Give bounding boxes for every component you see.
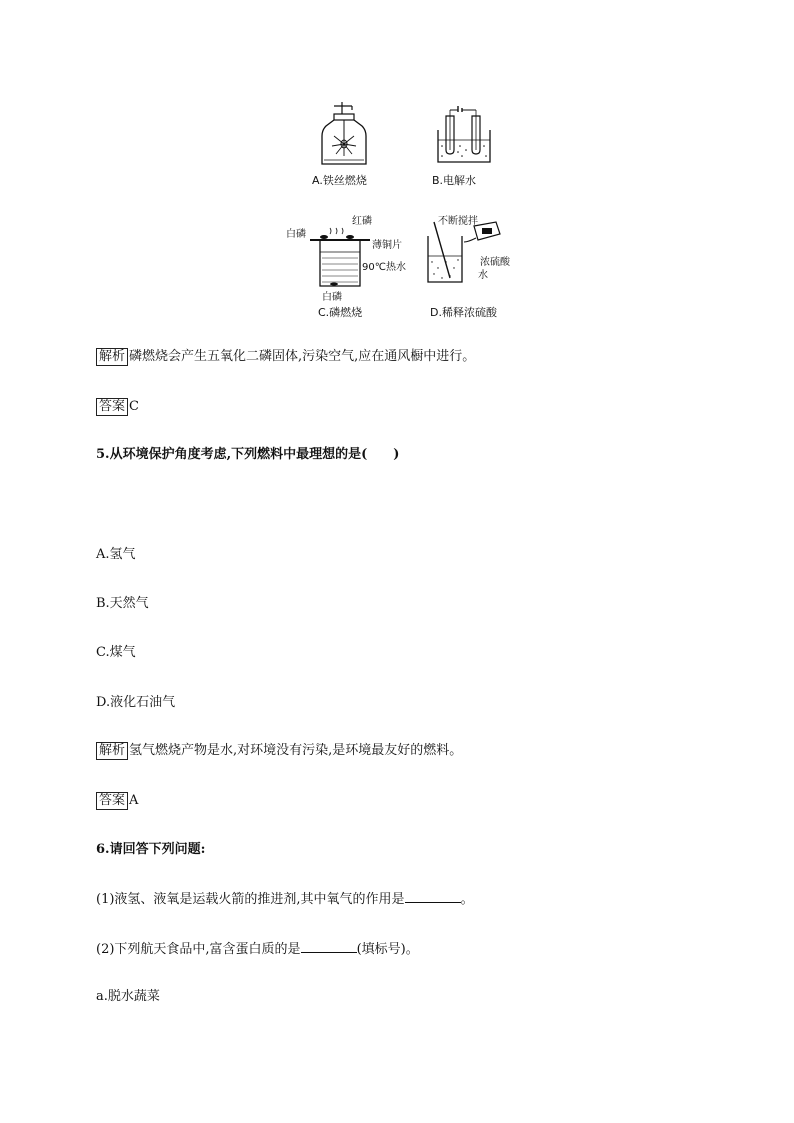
label-copper-sheet: 薄铜片 [372, 240, 402, 251]
q6-part1-text: (1)液氢、液氧是运载火箭的推进剂,其中氧气的作用是 [96, 892, 405, 907]
q6-part2-text: (2)下列航天食品中,富含蛋白质的是 [96, 942, 301, 957]
q5-answer [96, 792, 138, 810]
answer-tag: 答案 [96, 792, 128, 810]
answer-value: A [129, 793, 139, 808]
phosphorus-burning-diagram [300, 218, 390, 296]
answer-blank[interactable] [301, 940, 357, 953]
label-keep-stirring: 不断搅拌 [438, 216, 478, 227]
caption-d: D.稀释浓硫酸 [430, 306, 497, 319]
q5-option-d: D.液化石油气 [96, 695, 176, 710]
analysis-text: 磷燃烧会产生五氧化二磷固体,污染空气,应在通风橱中进行。 [129, 349, 476, 364]
q5-stem: 5.从环境保护角度考虑,下列燃料中最理想的是( ) [96, 447, 400, 462]
label-white-phosphorus-top: 白磷 [286, 229, 306, 240]
q6-stem: 6.请回答下列问题: [96, 842, 206, 857]
q5-option-b: B.天然气 [96, 596, 149, 611]
label-water: 水 [478, 270, 488, 281]
q5-option-c: C.煤气 [96, 645, 136, 660]
q6-part1 [96, 890, 474, 909]
iron-wire-burning-diagram [312, 100, 376, 170]
caption-c: C.磷燃烧 [318, 306, 363, 319]
answer-tag: 答案 [96, 398, 128, 416]
label-white-phosphorus-bottom: 白磷 [322, 292, 342, 303]
q6-part1-end: 。 [460, 892, 474, 907]
q6-option-a: a.脱水蔬菜 [96, 989, 160, 1004]
analysis-tag: 解析 [96, 742, 128, 760]
water-electrolysis-diagram [432, 100, 496, 170]
q4-answer [96, 398, 139, 416]
q5-analysis [96, 742, 462, 760]
label-hot-water: 90℃热水 [362, 262, 406, 273]
answer-blank[interactable] [405, 890, 461, 903]
caption-a: A.铁丝燃烧 [312, 174, 367, 187]
caption-b: B.电解水 [432, 174, 477, 187]
analysis-tag: 解析 [96, 348, 128, 366]
q4-analysis [96, 348, 475, 366]
q6-part2 [96, 940, 419, 959]
label-concentrated-acid: 浓硫酸 [480, 257, 510, 268]
answer-value: C [129, 399, 139, 414]
q5-option-a: A.氢气 [96, 547, 136, 562]
analysis-text: 氢气燃烧产物是水,对环境没有污染,是环境最友好的燃料。 [129, 743, 463, 758]
label-red-phosphorus: 红磷 [352, 216, 372, 227]
q6-part2-end: (填标号)。 [356, 942, 419, 957]
